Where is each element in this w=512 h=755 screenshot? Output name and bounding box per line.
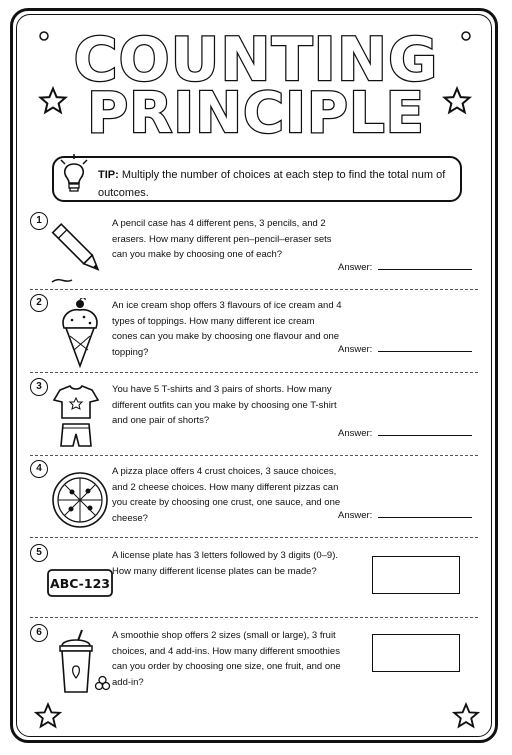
license-plate-icon: [46, 548, 116, 618]
answer-box[interactable]: [372, 634, 460, 672]
question-5: [30, 544, 482, 619]
license-plate-text: ABC-123: [50, 576, 110, 591]
answer-label: Answer:: [338, 510, 373, 521]
answer-field[interactable]: [338, 344, 472, 355]
divider: [30, 617, 478, 618]
answer-line[interactable]: [378, 435, 472, 436]
smoothie-icon: [46, 628, 116, 698]
divider: [30, 455, 478, 456]
question-number: 3: [30, 378, 48, 396]
answer-label: Answer:: [338, 344, 373, 355]
pencil-icon: [46, 216, 116, 286]
answer-line[interactable]: [378, 351, 472, 352]
answer-field[interactable]: [338, 510, 472, 521]
ice-cream-icon: [46, 298, 116, 368]
question-text: A pizza place offers 4 crust choices, 3 sauce choices, and 2 cheese choices. How many different pizzas can you create by choosing one crust, one sauce, and one cheese?: [112, 466, 341, 524]
question-4: [30, 460, 482, 535]
question-2: [30, 294, 482, 369]
question-number: 4: [30, 460, 48, 478]
tip-label: TIP:: [98, 169, 119, 181]
question-text: A license plate has 3 letters followed by 3 digits (0–9). How many different license plates can be made?: [112, 550, 339, 577]
question-text: A smoothie shop offers 2 sizes (small or large), 3 fruit choices, and 4 add-ins. How many different smoothies can you order by choosing one size, one fruit, and one add-in?: [112, 630, 341, 688]
divider: [30, 372, 478, 373]
answer-field[interactable]: [338, 262, 472, 273]
outfit-icon: [46, 382, 116, 452]
page-title-line2: PRINCIPLE: [87, 81, 425, 146]
question-3: [30, 378, 482, 453]
question-number: 2: [30, 294, 48, 312]
answer-line[interactable]: [378, 269, 472, 270]
star-icon: [452, 702, 480, 730]
lightbulb-icon: [56, 152, 92, 196]
question-text: You have 5 T-shirts and 3 pairs of shorts. How many different outfits can you make by choosing one T-shirt and one pair of shorts?: [112, 384, 337, 426]
answer-label: Answer:: [338, 428, 373, 439]
question-6: [30, 624, 482, 704]
question-text: A pencil case has 4 different pens, 3 pencils, and 2 erasers. How many different pen–pencil–eraser sets can you make by choosing one of each?: [112, 218, 332, 260]
answer-box[interactable]: [372, 556, 460, 594]
question-number: 5: [30, 544, 48, 562]
question-number: 1: [30, 212, 48, 230]
answer-field[interactable]: [338, 428, 472, 439]
answer-line[interactable]: [378, 517, 472, 518]
divider: [30, 289, 478, 290]
answer-label: Answer:: [338, 262, 373, 273]
question-number: 6: [30, 624, 48, 642]
question-text: An ice cream shop offers 3 flavours of ice cream and 4 types of toppings. How many different ice cream cones can you make by choosing one flavour and one topping?: [112, 300, 342, 358]
tip-body: Multiply the number of choices at each step to find the total num of outcomes.: [98, 169, 446, 199]
pizza-icon: [46, 464, 116, 534]
divider: [30, 537, 478, 538]
question-1: [30, 212, 482, 287]
star-icon: [34, 702, 62, 730]
page-title-line1: COUNTING: [73, 25, 439, 95]
tip-text: [98, 166, 468, 202]
